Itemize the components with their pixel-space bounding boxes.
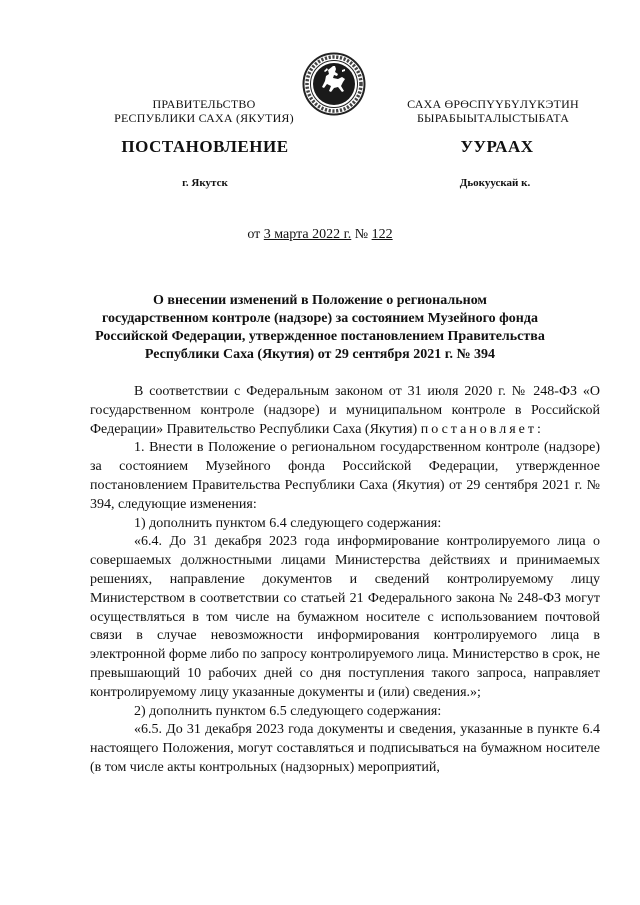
paragraph-subitem-1: 1) дополнить пунктом 6.4 следующего содержания: bbox=[134, 515, 442, 531]
document-kind-yakut: УУРААХ bbox=[460, 137, 534, 156]
date-number-line bbox=[0, 227, 640, 243]
title-line-2: государственном контроле (надзоре) за состоянием Музейного фонда bbox=[102, 311, 538, 326]
paragraph-clause-6-4: «6.4. До 31 декабря 2023 года информирование контролируемого лица о совершаемых должностными лицами Министерства действиях и принимаемых решениях, направление документов и сведений контролируемому лицу Министерством в соответствии со статьей 21 Федерального закона № 248-ФЗ могут осуществляться в том числе на бумажном носителе с использованием почтовой связи в случае невозможности информирования контролируемого лица в электронной форме либо по запросу контролируемого лица. Министерство в срок, не превышающий 10 рабочих дней со дня поступления такого запроса, направляет контролируемому лицу указанные документы и (или) сведения.»; bbox=[90, 534, 600, 700]
number-label: № bbox=[351, 227, 372, 242]
document-number: 122 bbox=[371, 227, 393, 242]
paragraph-subitem-2: 2) дополнить пунктом 6.5 следующего содержания: bbox=[134, 703, 442, 719]
title-line-1: О внесении изменений в Положение о региональном bbox=[153, 293, 487, 308]
issuer-line-1: САХА ӨРӨСПҮҮБҮЛҮКЭТИН bbox=[407, 97, 579, 111]
issuer-line-2: БЫРАБЫЫТАЛЫСТЫБАТА bbox=[416, 111, 570, 125]
document-kind-russian: ПОСТАНОВЛЕНИЕ bbox=[121, 137, 289, 156]
issuer-line-2: РЕСПУБЛИКИ САХА (ЯКУТИЯ) bbox=[114, 111, 294, 125]
coat-of-arms-icon bbox=[302, 52, 366, 116]
issuer-line-1: ПРАВИТЕЛЬСТВО bbox=[152, 97, 256, 111]
city-yakut: Дьокуускай к. bbox=[459, 177, 531, 189]
city-russian: г. Якутск bbox=[182, 177, 228, 189]
paragraph-preamble bbox=[90, 383, 600, 439]
document-date: 3 марта 2022 г. bbox=[263, 227, 352, 242]
issuer-name-russian bbox=[89, 97, 319, 125]
resolves-word: постановляет: bbox=[420, 421, 544, 437]
document-body bbox=[90, 383, 600, 778]
preamble-text: В соответствии с Федеральным законом от 31 июля 2020 г. № 248-ФЗ «О государственном контроле (надзоре) и муниципальном контроле в Российской Федерации» Правительство Республики Саха (Якутия) bbox=[90, 384, 600, 437]
paragraph-item-1: 1. Внести в Положение о региональном государственном контроле (надзоре) за состоянием Музейного фонда Российской Федерации, утвержденное постановлением Правительства Республики Саха (Якутия) от 29 сентября 2021 г. № 394, следующие изменения: bbox=[90, 440, 600, 512]
document-title bbox=[90, 292, 550, 364]
paragraph-clause-6-5: «6.5. До 31 декабря 2023 года документы и сведения, указанные в пункте 6.4 настоящего Положения, могут составляться и подписываться на бумажном носителе (в том числе акты контрольных (надзорных) мероприятий, bbox=[90, 722, 600, 775]
title-line-4: Республики Саха (Якутия) от 29 сентября 2021 г. № 394 bbox=[144, 347, 496, 362]
date-prefix: от bbox=[247, 227, 264, 242]
issuer-name-yakut bbox=[378, 97, 608, 125]
title-line-3: Российской Федерации, утвержденное постановлением Правительства bbox=[95, 329, 545, 344]
